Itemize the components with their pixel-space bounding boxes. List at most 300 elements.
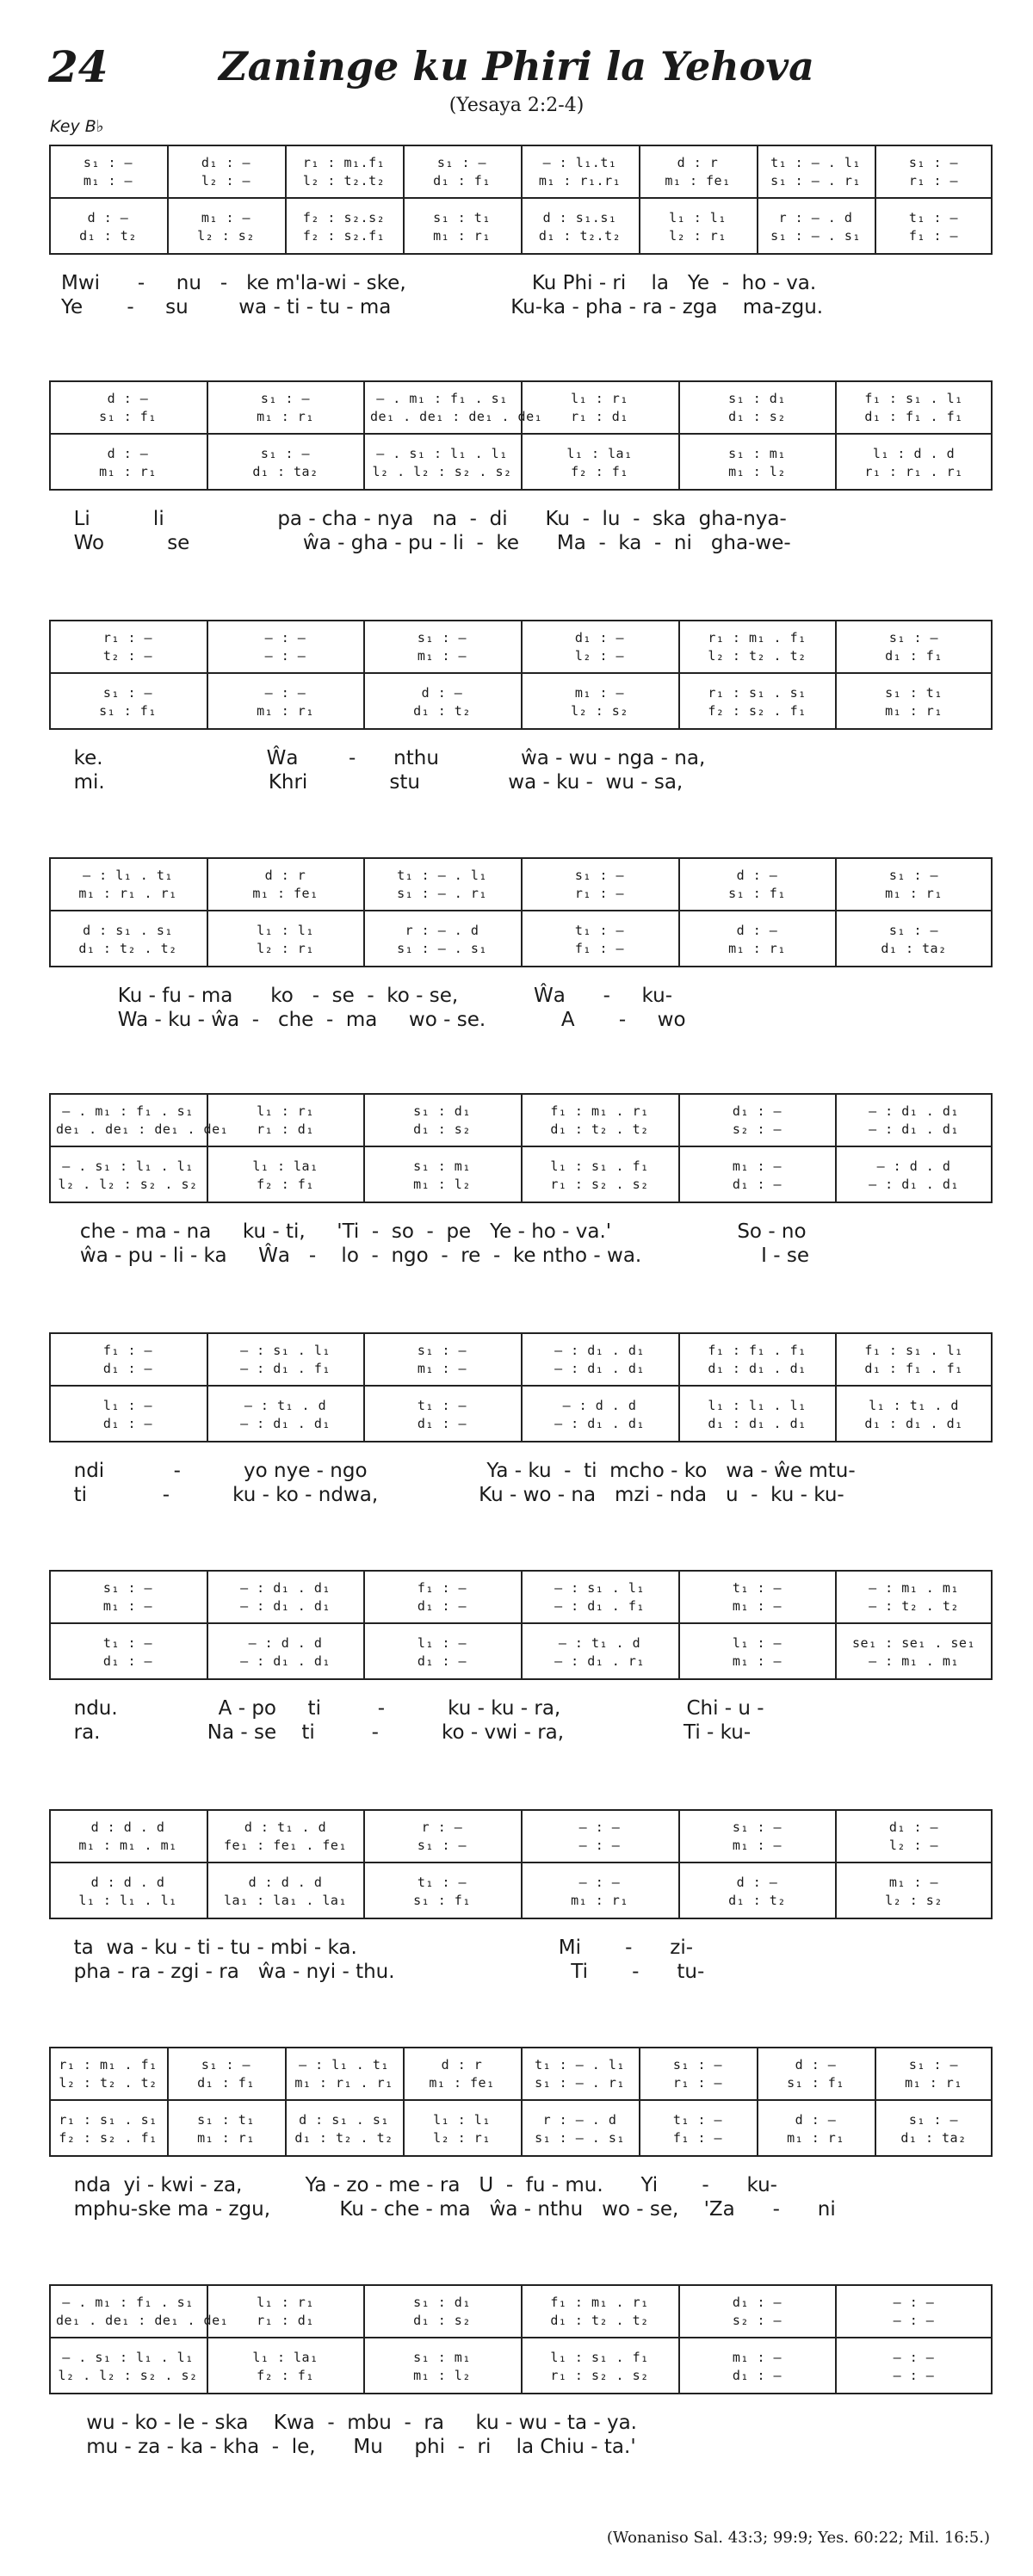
bar-line bbox=[678, 857, 680, 967]
solfa-note: — : — bbox=[264, 648, 306, 664]
solfa-note: d : — bbox=[736, 923, 778, 938]
solfa-note: m₁ : r₁ . r₁ bbox=[294, 2075, 393, 2091]
solfa-note: d₁ : — bbox=[102, 1361, 153, 1376]
solfa-note: d₁ : d₁ . d₁ bbox=[708, 1361, 807, 1376]
solfa-note: m₁ : r₁ bbox=[787, 2130, 844, 2146]
solfa-note: s₁ : d₁ bbox=[413, 2295, 471, 2310]
solfa-note: f₁ : f₁ . f₁ bbox=[708, 1343, 807, 1358]
solfa-note: m₁ : r₁ bbox=[571, 1893, 628, 1908]
staff bbox=[49, 1093, 993, 1203]
solfa-note: d₁ : — bbox=[417, 1653, 467, 1669]
solfa-note: l₁ : s₁ . f₁ bbox=[550, 1158, 649, 1174]
solfa-note: s₁ : — bbox=[574, 868, 625, 883]
solfa-note: — : d . d bbox=[248, 1635, 323, 1651]
solfa-note: d₁ : t₂ . t₂ bbox=[78, 941, 177, 956]
solfa-note: r₁ : r₁ . r₁ bbox=[864, 464, 963, 479]
solfa-note: r : – . d bbox=[405, 923, 479, 938]
solfa-note: — : d₁ . d₁ bbox=[240, 1416, 331, 1431]
solfa-note: l₂ : r₁ bbox=[433, 2130, 491, 2146]
solfa-note: r : – . d bbox=[542, 2112, 617, 2128]
solfa-note: t₁ : — bbox=[908, 210, 959, 225]
solfa-note: t₁ : — bbox=[732, 1580, 782, 1596]
solfa-note: r₁ : — bbox=[102, 630, 153, 646]
solfa-note: m₁ : r₁ bbox=[257, 409, 314, 424]
lyric-line: Wo se ŵa - gha - pu - li - ke Ma - ka - ni gha-we- bbox=[61, 532, 791, 554]
solfa-note: d : s₁.s₁ bbox=[542, 210, 617, 225]
solfa-note: m₁ : r₁ bbox=[885, 703, 943, 719]
solfa-note: s₁ : m₁ bbox=[728, 446, 786, 461]
lyric-line: ti - ku - ko - ndwa, Ku - wo - na mzi - nda u - ku - ku- bbox=[61, 1484, 844, 1506]
solfa-note: s₁ : — bbox=[417, 1838, 467, 1853]
solfa-note: l₂ : — bbox=[574, 648, 625, 664]
staff bbox=[49, 857, 993, 967]
solfa-note: f₁ : m₁ . r₁ bbox=[550, 1103, 649, 1119]
lyric-line: ŵa - pu - li - ka Ŵa - lo - ngo - re - ke ntho - wa. I - se bbox=[61, 1245, 809, 1267]
solfa-note: r₁ : d₁ bbox=[257, 1121, 314, 1137]
solfa-note: r₁ : m₁.f₁ bbox=[302, 155, 386, 170]
solfa-note: m₁ : r₁ bbox=[197, 2130, 255, 2146]
staff bbox=[49, 380, 993, 491]
solfa-note: l₁ : la₁ bbox=[566, 446, 633, 461]
solfa-note: l₂ : t₂ . t₂ bbox=[708, 648, 807, 664]
solfa-note: s₁ : f₁ bbox=[99, 703, 157, 719]
solfa-note: — : d₁ . d₁ bbox=[869, 1103, 959, 1119]
solfa-note: s₁ : — bbox=[672, 2057, 723, 2073]
solfa-note: l₁ : r₁ bbox=[571, 391, 628, 406]
bar-line bbox=[521, 1809, 523, 1919]
bar-line bbox=[521, 380, 523, 491]
solfa-note: m₁ : fe₁ bbox=[252, 886, 319, 901]
solfa-note: r₁ : — bbox=[574, 886, 625, 901]
solfa-note: d₁ : t₂ bbox=[413, 703, 471, 719]
bar-line bbox=[835, 1570, 837, 1680]
solfa-note: d₁ : t₂ bbox=[728, 1893, 786, 1908]
lyric-line: ke. Ŵa - nthu ŵa - wu - nga - na, bbox=[61, 747, 706, 769]
song-number: 24 bbox=[48, 41, 108, 92]
solfa-note: t₁ : — bbox=[417, 1875, 467, 1890]
bar-line bbox=[521, 2047, 523, 2157]
solfa-note: d₁ : t₂ bbox=[79, 228, 137, 244]
solfa-note: d₁ : d₁ . d₁ bbox=[708, 1416, 807, 1431]
lyric-line: che - ma - na ku - ti, 'Ti - so - pe Ye - ho - va.' So - no bbox=[61, 1220, 807, 1243]
lyric-line: Ku - fu - ma ko - se - ko - se, Ŵa - ku- bbox=[61, 985, 673, 1007]
solfa-note: s₁ : f₁ bbox=[413, 1893, 471, 1908]
solfa-note: l₁ : — bbox=[102, 1398, 153, 1413]
solfa-note: — : — bbox=[578, 1838, 621, 1853]
solfa-note: — : d₁ . d₁ bbox=[240, 1580, 331, 1596]
solfa-note: la₁ : la₁ . la₁ bbox=[224, 1893, 347, 1908]
solfa-note: l₂ : — bbox=[201, 173, 251, 188]
bar-line bbox=[521, 1570, 523, 1680]
solfa-note: f₁ : — bbox=[102, 1343, 153, 1358]
staff bbox=[49, 2284, 993, 2394]
solfa-note: m₁ : r₁ bbox=[728, 941, 786, 956]
bar-line bbox=[678, 2284, 680, 2394]
solfa-note: s₁ : — bbox=[908, 2112, 959, 2128]
solfa-note: d₁ : t₂.t₂ bbox=[538, 228, 622, 244]
key-signature: Key B♭ bbox=[50, 117, 104, 136]
solfa-note: — : t₁ . d bbox=[558, 1635, 641, 1651]
solfa-note: l₁ : r₁ bbox=[257, 1103, 314, 1119]
bar-line bbox=[207, 1093, 208, 1203]
solfa-note: l₂ : r₁ bbox=[669, 228, 727, 244]
solfa-note: m₁ : l₂ bbox=[413, 2368, 471, 2383]
solfa-note: l₁ : r₁ bbox=[257, 2295, 314, 2310]
solfa-note: m₁ : r₁ bbox=[433, 228, 491, 244]
solfa-note: r₁ : — bbox=[908, 173, 959, 188]
solfa-note: l₁ : l₁ bbox=[257, 923, 314, 938]
solfa-note: m₁ : — bbox=[888, 1875, 939, 1890]
bar-line bbox=[835, 380, 837, 491]
solfa-note: l₁ : s₁ . f₁ bbox=[550, 2350, 649, 2365]
solfa-note: s₁ : — bbox=[732, 1819, 782, 1835]
solfa-note: s₁ : — bbox=[888, 923, 939, 938]
solfa-note: m₁ : l₂ bbox=[413, 1177, 471, 1192]
solfa-note: t₁ : — bbox=[102, 1635, 153, 1651]
solfa-note: — : d₁ . d₁ bbox=[554, 1361, 645, 1376]
solfa-note: s₁ : f₁ bbox=[99, 409, 157, 424]
bar-line bbox=[521, 145, 523, 255]
solfa-note: m₁ : — bbox=[102, 1598, 153, 1614]
solfa-note: d : — bbox=[795, 2057, 837, 2073]
solfa-note: d₁ : t₂ . t₂ bbox=[550, 2313, 649, 2328]
solfa-note: m₁ : r₁ bbox=[99, 464, 157, 479]
solfa-note: d₁ : — bbox=[732, 1103, 782, 1119]
solfa-note: s₁ : – . r₁ bbox=[770, 173, 861, 188]
lyric-line: Ye - su wa - ti - tu - ma Ku-ka - pha - ra - zga ma-zgu. bbox=[61, 296, 824, 318]
lyric-line: nda yi - kwi - za, Ya - zo - me - ra U - fu - mu. Yi - ku- bbox=[61, 2174, 777, 2196]
solfa-note: s₁ : — bbox=[201, 2057, 251, 2073]
solfa-note: l₁ : — bbox=[417, 1635, 467, 1651]
solfa-note: s₁ : t₁ bbox=[433, 210, 491, 225]
solfa-note: l₂ : s₂ bbox=[571, 703, 628, 719]
solfa-note: f₂ : f₁ bbox=[571, 464, 628, 479]
solfa-note: m₁ : r₁.r₁ bbox=[538, 173, 622, 188]
solfa-note: l₁ : d . d bbox=[872, 446, 956, 461]
solfa-note: — : d₁ . d₁ bbox=[869, 1177, 959, 1192]
solfa-note: d₁ : t₂ . t₂ bbox=[294, 2130, 393, 2146]
solfa-note: f₂ : s₂ . f₁ bbox=[59, 2130, 158, 2146]
solfa-note: f₁ : — bbox=[417, 1580, 467, 1596]
bar-line bbox=[363, 620, 365, 730]
solfa-note: d₁ : — bbox=[732, 2368, 782, 2383]
solfa-note: d₁ : s₂ bbox=[728, 409, 786, 424]
solfa-note: d : r bbox=[441, 2057, 483, 2073]
solfa-note: t₁ : — bbox=[574, 923, 625, 938]
solfa-note: — : t₂ . t₂ bbox=[869, 1598, 959, 1614]
solfa-note: s₁ : f₁ bbox=[728, 886, 786, 901]
solfa-note: m₁ : r₁ . r₁ bbox=[78, 886, 177, 901]
solfa-note: d : — bbox=[736, 1875, 778, 1890]
bar-line bbox=[639, 145, 640, 255]
solfa-note: d₁ : — bbox=[417, 1416, 467, 1431]
solfa-note: r₁ : d₁ bbox=[571, 409, 628, 424]
bar-line bbox=[521, 2284, 523, 2394]
staff bbox=[49, 1809, 993, 1919]
solfa-note: d₁ : f₁ bbox=[433, 173, 491, 188]
lyric-line: wu - ko - le - ska Kwa - mbu - ra ku - wu - ta - ya. bbox=[61, 2412, 637, 2434]
bar-line bbox=[207, 857, 208, 967]
lyric-line: mi. Khri stu wa - ku - wu - sa, bbox=[61, 771, 684, 794]
lyric-line: ta wa - ku - ti - tu - mbi - ka. Mi - zi- bbox=[61, 1937, 694, 1959]
lyric-line: pha - ra - zgi - ra ŵa - nyi - thu. Ti - tu- bbox=[61, 1961, 705, 1983]
solfa-note: f₁ : — bbox=[672, 2130, 723, 2146]
bar-line bbox=[363, 857, 365, 967]
bar-line bbox=[835, 1093, 837, 1203]
solfa-note: l₂ : — bbox=[888, 1838, 939, 1853]
solfa-note: de₁ . de₁ : de₁ . de₁ bbox=[56, 2313, 229, 2328]
bar-line bbox=[521, 1332, 523, 1442]
solfa-note: s₂ : — bbox=[732, 2313, 782, 2328]
solfa-note: r₁ : s₁ . s₁ bbox=[59, 2112, 158, 2128]
solfa-note: — : m₁ . m₁ bbox=[869, 1580, 959, 1596]
solfa-note: — : — bbox=[578, 1819, 621, 1835]
solfa-note: d₁ : f₁ . f₁ bbox=[864, 409, 963, 424]
solfa-note: l₂ : s₂ bbox=[197, 228, 255, 244]
solfa-note: — : d₁ . f₁ bbox=[240, 1361, 331, 1376]
solfa-note: m₁ : fe₁ bbox=[665, 173, 731, 188]
solfa-note: d₁ : f₁ bbox=[885, 648, 943, 664]
solfa-note: — : d₁ . d₁ bbox=[554, 1343, 645, 1358]
solfa-note: t₁ : – . l₁ bbox=[397, 868, 487, 883]
bar-line bbox=[835, 1332, 837, 1442]
solfa-note: — : d₁ . r₁ bbox=[554, 1653, 645, 1669]
solfa-note: l₂ : t₂.t₂ bbox=[302, 173, 386, 188]
solfa-note: d₁ : — bbox=[417, 1598, 467, 1614]
solfa-note: m₁ : — bbox=[417, 1361, 467, 1376]
solfa-note: r : – . d bbox=[778, 210, 853, 225]
bar-line bbox=[207, 2284, 208, 2394]
solfa-note: d₁ : — bbox=[732, 1177, 782, 1192]
solfa-note: s₁ : m₁ bbox=[413, 1158, 471, 1174]
solfa-note: d : r bbox=[677, 155, 719, 170]
solfa-note: d : — bbox=[795, 2112, 837, 2128]
solfa-note: t₁ : — bbox=[417, 1398, 467, 1413]
solfa-note: s₁ : – . s₁ bbox=[535, 2130, 625, 2146]
solfa-note: f₁ : — bbox=[908, 228, 959, 244]
solfa-note: – . m₁ : f₁ . s₁ bbox=[62, 2295, 194, 2310]
bar-line bbox=[835, 857, 837, 967]
solfa-note: s₁ : — bbox=[260, 391, 311, 406]
solfa-note: — : m₁ . m₁ bbox=[869, 1653, 959, 1669]
bar-line bbox=[167, 145, 169, 255]
staff bbox=[49, 1332, 993, 1442]
lyric-line: ndi - yo nye - ngo Ya - ku - ti mcho - ko wa - ŵe mtu- bbox=[61, 1460, 856, 1482]
solfa-note: l₂ . l₂ : s₂ . s₂ bbox=[372, 464, 512, 479]
solfa-note: d₁ : ta₂ bbox=[900, 2130, 967, 2146]
lyric-line: mu - za - ka - kha - le, Mu phi - ri la Chiu - ta.' bbox=[61, 2436, 636, 2458]
lyric-line: ra. Na - se ti - ko - vwi - ra, Ti - ku- bbox=[61, 1721, 752, 1744]
solfa-note: s₁ : — bbox=[83, 155, 133, 170]
solfa-note: r₁ : m₁ . f₁ bbox=[59, 2057, 158, 2073]
solfa-note: s₁ : — bbox=[908, 155, 959, 170]
bar-line bbox=[363, 1570, 365, 1680]
solfa-note: s₁ : d₁ bbox=[413, 1103, 471, 1119]
solfa-note: s₁ : t₁ bbox=[885, 685, 943, 701]
solfa-note: – . s₁ : l₁ . l₁ bbox=[62, 1158, 194, 1174]
solfa-note: f₁ : s₁ . l₁ bbox=[864, 1343, 963, 1358]
bar-line bbox=[835, 1809, 837, 1919]
solfa-note: d : r bbox=[264, 868, 306, 883]
solfa-note: d₁ : — bbox=[201, 155, 251, 170]
solfa-note: r₁ : s₂ . s₂ bbox=[550, 1177, 649, 1192]
bar-line bbox=[403, 2047, 405, 2157]
bar-line bbox=[403, 145, 405, 255]
solfa-note: f₂ : s₂ . f₁ bbox=[708, 703, 807, 719]
solfa-note: l₁ : l₁ bbox=[669, 210, 727, 225]
solfa-note: s₁ : — bbox=[888, 868, 939, 883]
solfa-note: d : s₁ . s₁ bbox=[299, 2112, 389, 2128]
solfa-note: d : — bbox=[107, 446, 149, 461]
solfa-note: de₁ . de₁ : de₁ . de₁ bbox=[370, 409, 543, 424]
solfa-note: s₂ : — bbox=[732, 1121, 782, 1137]
bar-line bbox=[678, 1570, 680, 1680]
solfa-note: d₁ : — bbox=[732, 2295, 782, 2310]
solfa-note: — : d₁ . d₁ bbox=[240, 1598, 331, 1614]
bar-line bbox=[167, 2047, 169, 2157]
solfa-note: s₁ : – . s₁ bbox=[770, 228, 861, 244]
staff bbox=[49, 620, 993, 730]
solfa-note: — : d₁ . f₁ bbox=[554, 1598, 645, 1614]
bar-line bbox=[207, 1570, 208, 1680]
solfa-note: d₁ : — bbox=[888, 1819, 939, 1835]
solfa-note: d : — bbox=[736, 868, 778, 883]
solfa-note: d : d . d bbox=[248, 1875, 323, 1890]
solfa-note: m₁ : l₂ bbox=[728, 464, 786, 479]
solfa-note: m₁ : — bbox=[201, 210, 251, 225]
lyric-line: Wa - ku - ŵa - che - ma wo - se. A - wo bbox=[61, 1009, 686, 1031]
solfa-note: l₁ : t₁ . d bbox=[869, 1398, 959, 1413]
solfa-note: s₁ : — bbox=[417, 630, 467, 646]
staff bbox=[49, 1570, 993, 1680]
solfa-note: d₁ : s₂ bbox=[413, 1121, 471, 1137]
solfa-note: d₁ : — bbox=[102, 1653, 153, 1669]
bar-line bbox=[285, 2047, 287, 2157]
bar-line bbox=[875, 145, 876, 255]
solfa-note: m₁ : — bbox=[83, 173, 133, 188]
solfa-note: d₁ : s₂ bbox=[413, 2313, 471, 2328]
bar-line bbox=[207, 380, 208, 491]
solfa-note: l₁ : — bbox=[732, 1635, 782, 1651]
solfa-note: f₁ : m₁ . r₁ bbox=[550, 2295, 649, 2310]
solfa-note: t₁ : – . l₁ bbox=[770, 155, 861, 170]
solfa-note: – . s₁ : l₁ . l₁ bbox=[376, 446, 508, 461]
solfa-note: — : l₁ . t₁ bbox=[83, 868, 173, 883]
solfa-note: r₁ : — bbox=[672, 2075, 723, 2091]
solfa-note: f₂ : s₂.s₂ bbox=[302, 210, 386, 225]
bar-line bbox=[678, 1809, 680, 1919]
lyric-line: Li li pa - cha - nya na - di Ku - lu - ska gha-nya- bbox=[61, 508, 787, 530]
solfa-note: — : s₁ . l₁ bbox=[240, 1343, 331, 1358]
solfa-note: d₁ : f₁ bbox=[197, 2075, 255, 2091]
bar-line bbox=[678, 380, 680, 491]
solfa-note: m₁ : m₁ . m₁ bbox=[78, 1838, 177, 1853]
solfa-note: f₁ : s₁ . l₁ bbox=[864, 391, 963, 406]
solfa-note: s₁ : – . r₁ bbox=[535, 2075, 625, 2091]
lyric-line: ndu. A - po ti - ku - ku - ra, Chi - u - bbox=[61, 1697, 764, 1720]
solfa-note: r₁ : d₁ bbox=[257, 2313, 314, 2328]
solfa-note: — : d₁ . d₁ bbox=[554, 1416, 645, 1431]
bar-line bbox=[521, 620, 523, 730]
solfa-note: f₁ : — bbox=[574, 941, 625, 956]
solfa-note: — : t₁ . d bbox=[244, 1398, 327, 1413]
solfa-note: — : — bbox=[893, 2350, 935, 2365]
solfa-note: d₁ : — bbox=[102, 1416, 153, 1431]
solfa-note: – . m₁ : f₁ . s₁ bbox=[62, 1103, 194, 1119]
bar-line bbox=[363, 1093, 365, 1203]
solfa-note: — : d₁ . d₁ bbox=[869, 1121, 959, 1137]
solfa-note: r₁ : s₂ . s₂ bbox=[550, 2368, 649, 2383]
solfa-note: m₁ : fe₁ bbox=[429, 2075, 495, 2091]
bar-line bbox=[757, 145, 758, 255]
solfa-note: — : — bbox=[893, 2368, 935, 2383]
solfa-note: t₁ : — bbox=[672, 2112, 723, 2128]
solfa-note: d : d . d bbox=[90, 1875, 165, 1890]
bar-line bbox=[757, 2047, 758, 2157]
solfa-note: — : — bbox=[264, 685, 306, 701]
solfa-note: s₁ : — bbox=[436, 155, 487, 170]
solfa-note: t₂ : — bbox=[102, 648, 153, 664]
solfa-note: — : s₁ . l₁ bbox=[554, 1580, 645, 1596]
solfa-note: – . s₁ : l₁ . l₁ bbox=[62, 2350, 194, 2365]
bar-line bbox=[363, 2284, 365, 2394]
lyric-line: mphu-ske ma - zgu, Ku - che - ma ŵa - nthu wo - se, 'Za - ni bbox=[61, 2198, 836, 2221]
solfa-note: s₁ : — bbox=[888, 630, 939, 646]
solfa-note: f₂ : f₁ bbox=[257, 2368, 314, 2383]
solfa-note: — : — bbox=[578, 1875, 621, 1890]
solfa-note: de₁ . de₁ : de₁ . de₁ bbox=[56, 1121, 229, 1137]
song-title: Zaninge ku Phiri la Yehova bbox=[219, 43, 814, 90]
solfa-note: r : — bbox=[421, 1819, 463, 1835]
bar-line bbox=[678, 1093, 680, 1203]
solfa-note: d₁ : ta₂ bbox=[252, 464, 319, 479]
bar-line bbox=[835, 620, 837, 730]
bar-line bbox=[678, 620, 680, 730]
solfa-note: r₁ : m₁ . f₁ bbox=[708, 630, 807, 646]
solfa-note: s₁ : m₁ bbox=[413, 2350, 471, 2365]
solfa-note: s₁ : d₁ bbox=[728, 391, 786, 406]
solfa-note: m₁ : r₁ bbox=[885, 886, 943, 901]
solfa-note: – . m₁ : f₁ . s₁ bbox=[376, 391, 508, 406]
solfa-note: d₁ : ta₂ bbox=[881, 941, 947, 956]
bar-line bbox=[207, 1332, 208, 1442]
solfa-note: m₁ : — bbox=[732, 1158, 782, 1174]
solfa-note: s₁ : — bbox=[260, 446, 311, 461]
solfa-note: d₁ : d₁ . d₁ bbox=[864, 1416, 963, 1431]
solfa-note: d : t₁ . d bbox=[244, 1819, 327, 1835]
bar-line bbox=[835, 2284, 837, 2394]
solfa-note: l₁ : l₁ . l₁ bbox=[78, 1893, 177, 1908]
solfa-note: d : — bbox=[421, 685, 463, 701]
solfa-note: s₁ : – . r₁ bbox=[397, 886, 487, 901]
bar-line bbox=[639, 2047, 640, 2157]
solfa-note: l₁ : la₁ bbox=[252, 2350, 319, 2365]
bar-line bbox=[363, 1332, 365, 1442]
solfa-note: l₁ : la₁ bbox=[252, 1158, 319, 1174]
solfa-note: — : — bbox=[893, 2313, 935, 2328]
solfa-note: — : l₁.t₁ bbox=[542, 155, 617, 170]
solfa-note: l₂ . l₂ : s₂ . s₂ bbox=[58, 2368, 198, 2383]
solfa-note: — : d₁ . d₁ bbox=[240, 1653, 331, 1669]
solfa-note: m₁ : — bbox=[732, 1653, 782, 1669]
bar-line bbox=[875, 2047, 876, 2157]
staff bbox=[49, 2047, 993, 2157]
solfa-note: s₁ : — bbox=[102, 1580, 153, 1596]
solfa-note: s₁ : t₁ bbox=[197, 2112, 255, 2128]
solfa-note: f₂ : s₂.f₁ bbox=[302, 228, 386, 244]
solfa-note: l₁ : l₁ bbox=[433, 2112, 491, 2128]
solfa-note: d₁ : — bbox=[574, 630, 625, 646]
